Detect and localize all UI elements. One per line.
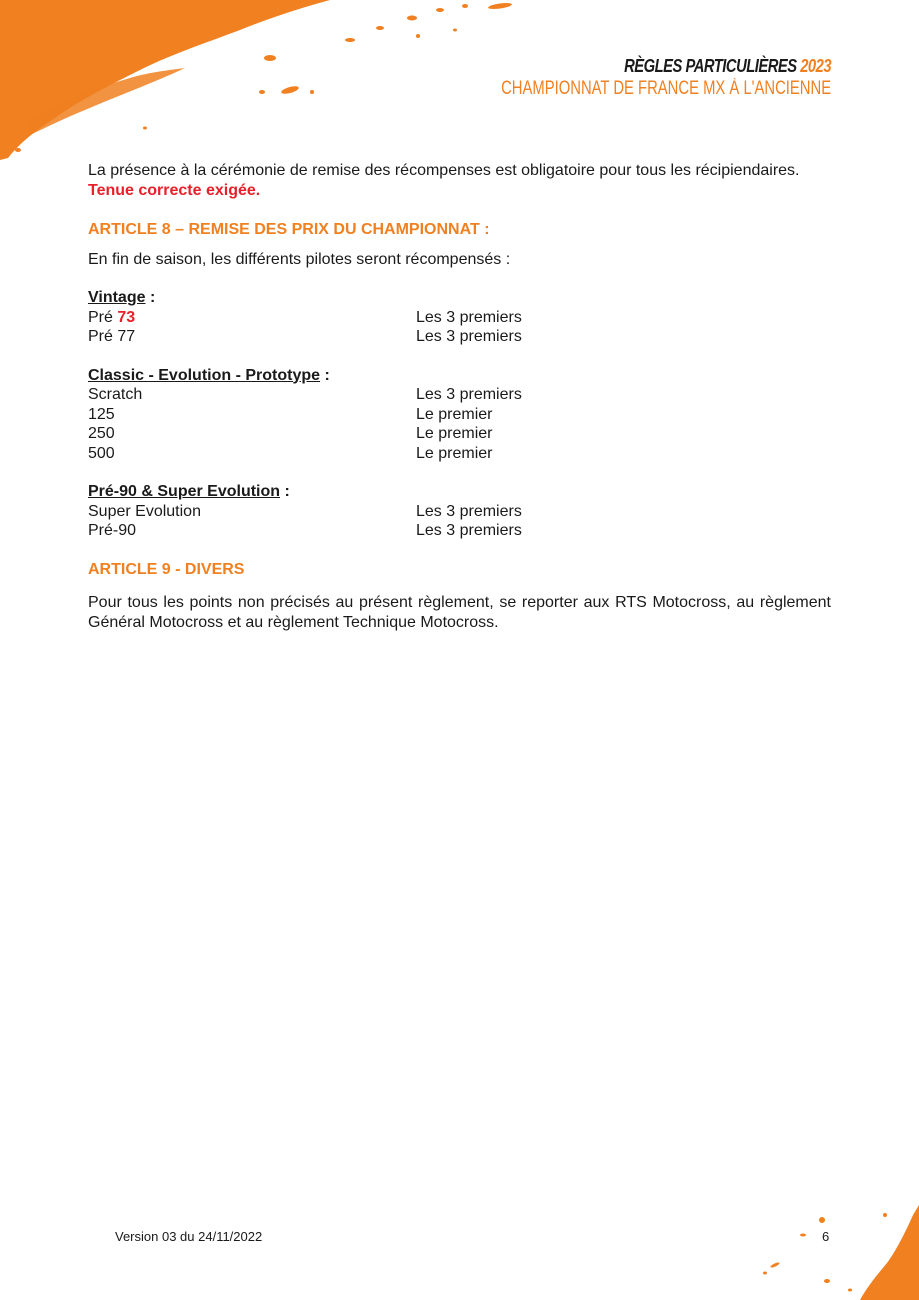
group-title-text: Pré-90 & Super Evolution	[88, 483, 281, 500]
category-name: Super Evolution	[88, 502, 201, 520]
article-8-title: ARTICLE 8 – REMISE DES PRIX DU CHAMPIONNAT :	[88, 221, 490, 238]
prize-group-classic	[88, 366, 831, 464]
reward: Les 3 premiers	[416, 502, 522, 520]
reward: Les 3 premiers	[416, 328, 522, 345]
reward: Les 3 premiers	[416, 308, 522, 326]
article-9-title: ARTICLE 9 - DIVERS	[88, 560, 245, 578]
group-title-suffix: :	[320, 366, 330, 384]
prize-group-pre90	[88, 482, 831, 541]
document-body	[88, 161, 831, 632]
document-header	[408, 56, 831, 100]
prize-row	[88, 521, 831, 541]
group-title-suffix: :	[145, 289, 156, 306]
category-name: 500	[88, 444, 115, 462]
group-title	[88, 366, 831, 386]
intro-emphasis: Tenue correcte exigée.	[88, 181, 261, 199]
prize-row	[88, 502, 831, 522]
category-label: Pré	[88, 308, 118, 326]
category-name: Pré 77	[88, 328, 136, 345]
category-name: Pré-90	[88, 522, 137, 539]
group-title-text: Vintage	[88, 289, 146, 306]
group-title-suffix: :	[280, 483, 290, 500]
reward: Le premier	[416, 405, 493, 423]
brush-splash-bottom-decoration	[755, 1205, 919, 1300]
page-number: 6	[822, 1229, 830, 1244]
group-title-text: Classic - Evolution - Prototype	[88, 366, 321, 384]
header-title: RÈGLES PARTICULIÈRES	[624, 56, 797, 76]
prize-row	[88, 308, 831, 328]
category-name: 125	[88, 405, 115, 423]
category-name: 250	[88, 425, 115, 442]
group-title	[88, 288, 831, 308]
reward: Le premier	[416, 444, 493, 462]
footer-version: Version 03 du 24/11/2022	[115, 1229, 263, 1244]
prize-group-vintage	[88, 288, 831, 347]
group-title	[88, 482, 831, 502]
reward: Les 3 premiers	[416, 522, 522, 539]
header-title-line	[484, 56, 831, 76]
prize-row	[88, 424, 831, 444]
prize-row	[88, 385, 831, 405]
header-year: 2023	[800, 56, 831, 76]
reward: Les 3 premiers	[416, 386, 522, 403]
intro-paragraph: La présence à la cérémonie de remise des récompenses est obligatoire pour tous les récipiendaires.	[88, 162, 800, 179]
header-subtitle: CHAMPIONNAT DE FRANCE MX À L'ANCIENNE	[500, 78, 831, 99]
prize-row	[88, 405, 831, 425]
prize-row	[88, 327, 831, 347]
article-9-text: Pour tous les points non précisés au présent règlement, se reporter aux RTS Motocross, au règlement Général Motocross et au règlement Technique Motocross.	[88, 594, 831, 631]
category-highlight: 73	[117, 308, 136, 326]
article-8-lead: En fin de saison, les différents pilotes seront récompensés :	[88, 250, 511, 268]
category-name: Scratch	[88, 386, 143, 403]
prize-row	[88, 444, 831, 464]
category-name	[88, 308, 416, 328]
reward: Le premier	[416, 425, 493, 442]
